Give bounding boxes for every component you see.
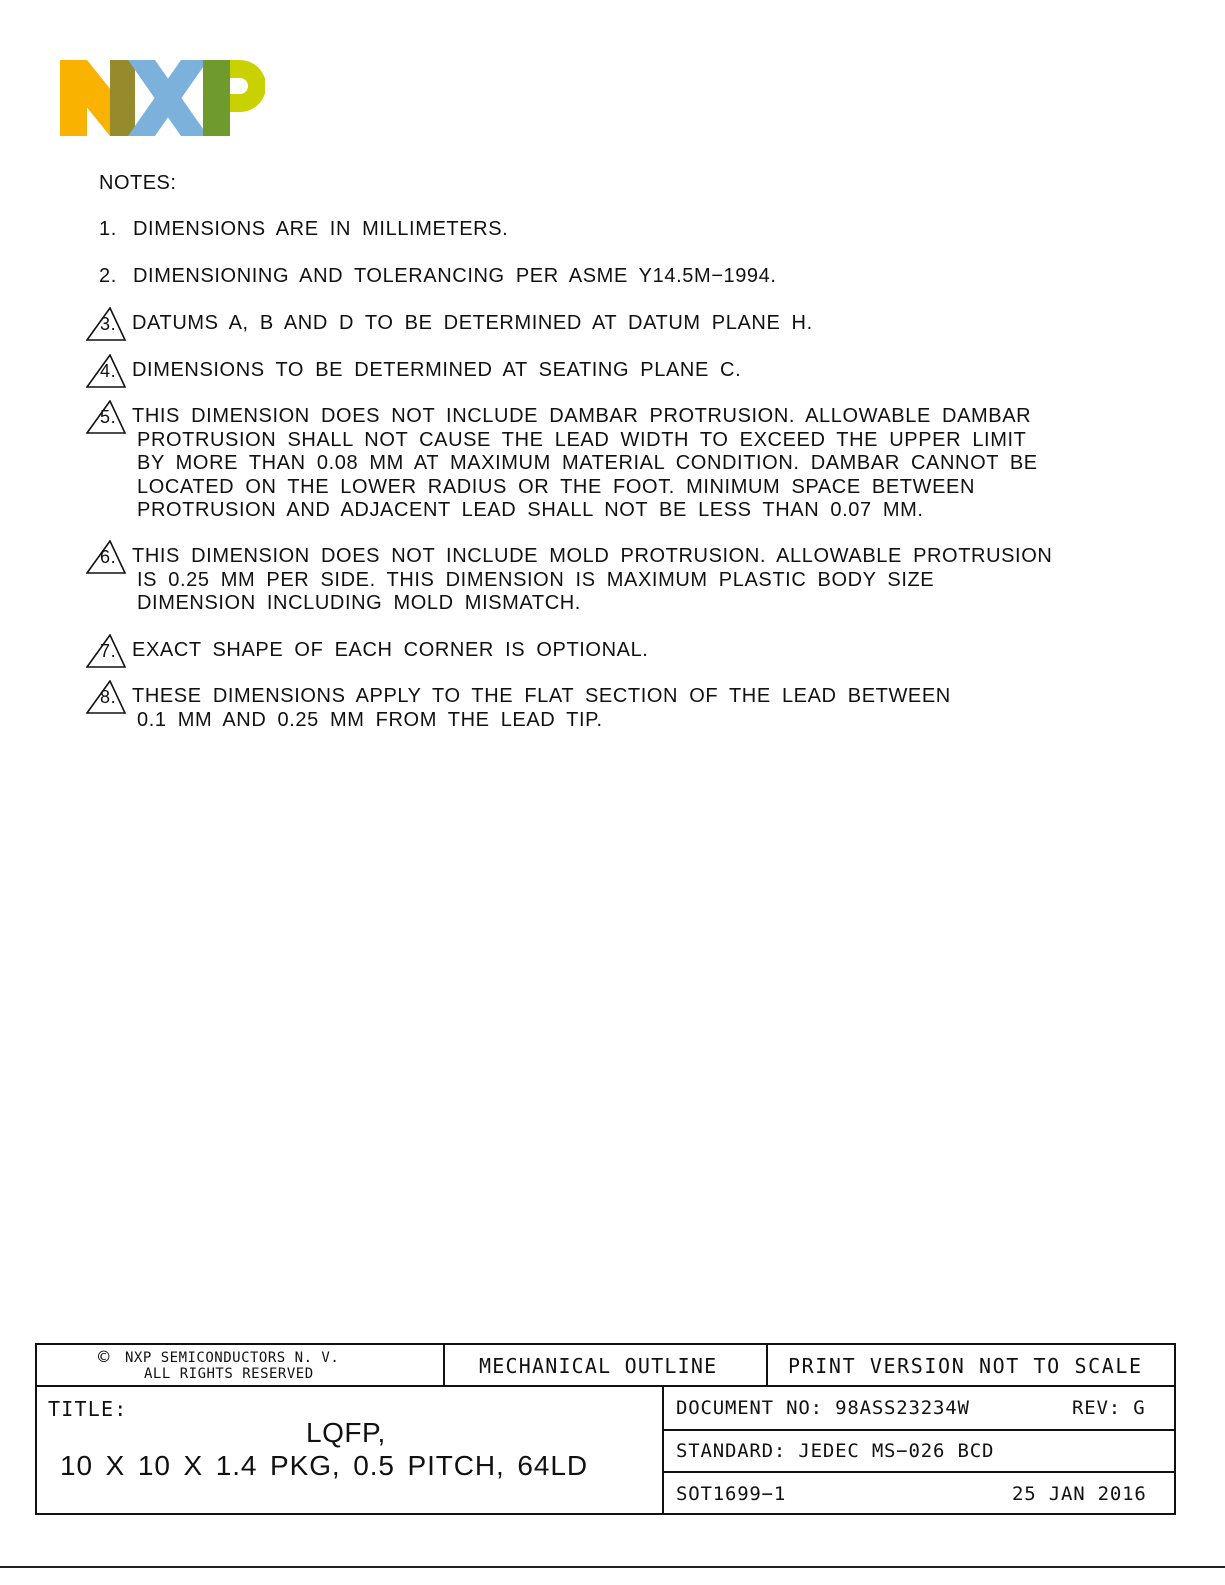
package-title-line1: LQFP,	[306, 1417, 386, 1448]
note-number: 2.	[99, 265, 117, 287]
note-flag-triangle-icon	[86, 685, 132, 708]
note-number: 4.	[100, 361, 117, 381]
page-bottom-rule	[0, 1566, 1225, 1568]
note-text: THIS DIMENSION DOES NOT INCLUDE MOLD PROTRUSION. ALLOWABLE PROTRUSION	[132, 545, 1053, 567]
note-flag-triangle-icon	[86, 639, 132, 662]
note-number: 7.	[100, 641, 117, 661]
revision: REV: G	[1072, 1397, 1146, 1419]
note-2-first-line	[86, 265, 777, 289]
nxp-logo	[60, 60, 265, 136]
sot-code: SOT1699−1	[676, 1483, 787, 1505]
note-1	[86, 218, 508, 242]
note-7-first-line	[86, 639, 648, 663]
copyright-line1: NXP SEMICONDUCTORS N. V.	[125, 1350, 340, 1366]
note-text: DATUMS A, B AND D TO BE DETERMINED AT DATUM PLANE H.	[132, 312, 813, 334]
note-1-first-line	[86, 218, 508, 242]
note-8	[86, 685, 951, 732]
note-text-continued: LOCATED ON THE LOWER RADIUS OR THE FOOT. MINIMUM SPACE BETWEEN	[137, 475, 976, 498]
note-5	[86, 405, 1038, 523]
note-text: DIMENSIONING AND TOLERANCING PER ASME Y14.5M−1994.	[133, 265, 777, 287]
package-title-line2: 10 X 10 X 1.4 PKG, 0.5 PITCH, 64LD	[60, 1450, 588, 1481]
note-4	[86, 359, 741, 383]
note-number: 5.	[100, 407, 117, 427]
note-flag-triangle-icon	[86, 359, 132, 382]
print-version: PRINT VERSION NOT TO SCALE	[788, 1354, 1143, 1378]
note-number: 8.	[100, 687, 117, 707]
note-text-continued: IS 0.25 MM PER SIDE. THIS DIMENSION IS MAXIMUM PLASTIC BODY SIZE	[137, 568, 935, 591]
note-text: DIMENSIONS ARE IN MILLIMETERS.	[133, 218, 509, 240]
note-text-continued: DIMENSION INCLUDING MOLD MISMATCH.	[137, 592, 581, 614]
note-8-first-line	[86, 685, 951, 709]
note-6	[86, 545, 1052, 616]
document-number: DOCUMENT NO: 98ASS23234W	[676, 1397, 970, 1419]
note-text-continued: 0.1 MM AND 0.25 MM FROM THE LEAD TIP.	[137, 708, 603, 731]
note-text: THIS DIMENSION DOES NOT INCLUDE DAMBAR PROTRUSION. ALLOWABLE DAMBAR	[132, 405, 1032, 427]
note-flag-triangle-icon	[86, 545, 132, 568]
title-label: TITLE:	[48, 1397, 128, 1421]
note-3	[86, 312, 813, 336]
note-2	[86, 265, 777, 289]
note-5-first-line	[86, 405, 1038, 429]
notes-heading: NOTES:	[99, 172, 177, 194]
copyright-line2: ALL RIGHTS RESERVED	[144, 1366, 314, 1382]
note-number: 3.	[100, 314, 117, 334]
note-7	[86, 639, 648, 663]
mechanical-outline: MECHANICAL OUTLINE	[479, 1354, 718, 1378]
note-text: THESE DIMENSIONS APPLY TO THE FLAT SECTION OF THE LEAD BETWEEN	[132, 685, 951, 707]
note-flag-triangle-icon	[86, 312, 132, 335]
standard: STANDARD: JEDEC MS−026 BCD	[676, 1440, 995, 1462]
note-6-first-line	[86, 545, 1052, 569]
note-flag-triangle-icon	[86, 405, 132, 428]
note-text: EXACT SHAPE OF EACH CORNER IS OPTIONAL.	[132, 639, 649, 661]
note-text-continued: PROTRUSION AND ADJACENT LEAD SHALL NOT BE LESS THAN 0.07 MM.	[137, 499, 924, 521]
logo-p-stem	[203, 60, 230, 136]
note-number: 6.	[100, 547, 117, 567]
note-number: 1.	[99, 218, 117, 240]
document-date: 25 JAN 2016	[1012, 1483, 1147, 1505]
note-text-continued: PROTRUSION SHALL NOT CAUSE THE LEAD WIDTH TO EXCEED THE UPPER LIMIT	[137, 428, 1027, 451]
note-text: DIMENSIONS TO BE DETERMINED AT SEATING PLANE C.	[132, 359, 742, 381]
note-4-first-line	[86, 359, 741, 383]
copyright-symbol: ©	[98, 1346, 110, 1368]
note-text-continued: BY MORE THAN 0.08 MM AT MAXIMUM MATERIAL CONDITION. DAMBAR CANNOT BE	[137, 452, 1038, 474]
note-3-first-line	[86, 312, 813, 336]
logo-n-right	[110, 60, 135, 136]
